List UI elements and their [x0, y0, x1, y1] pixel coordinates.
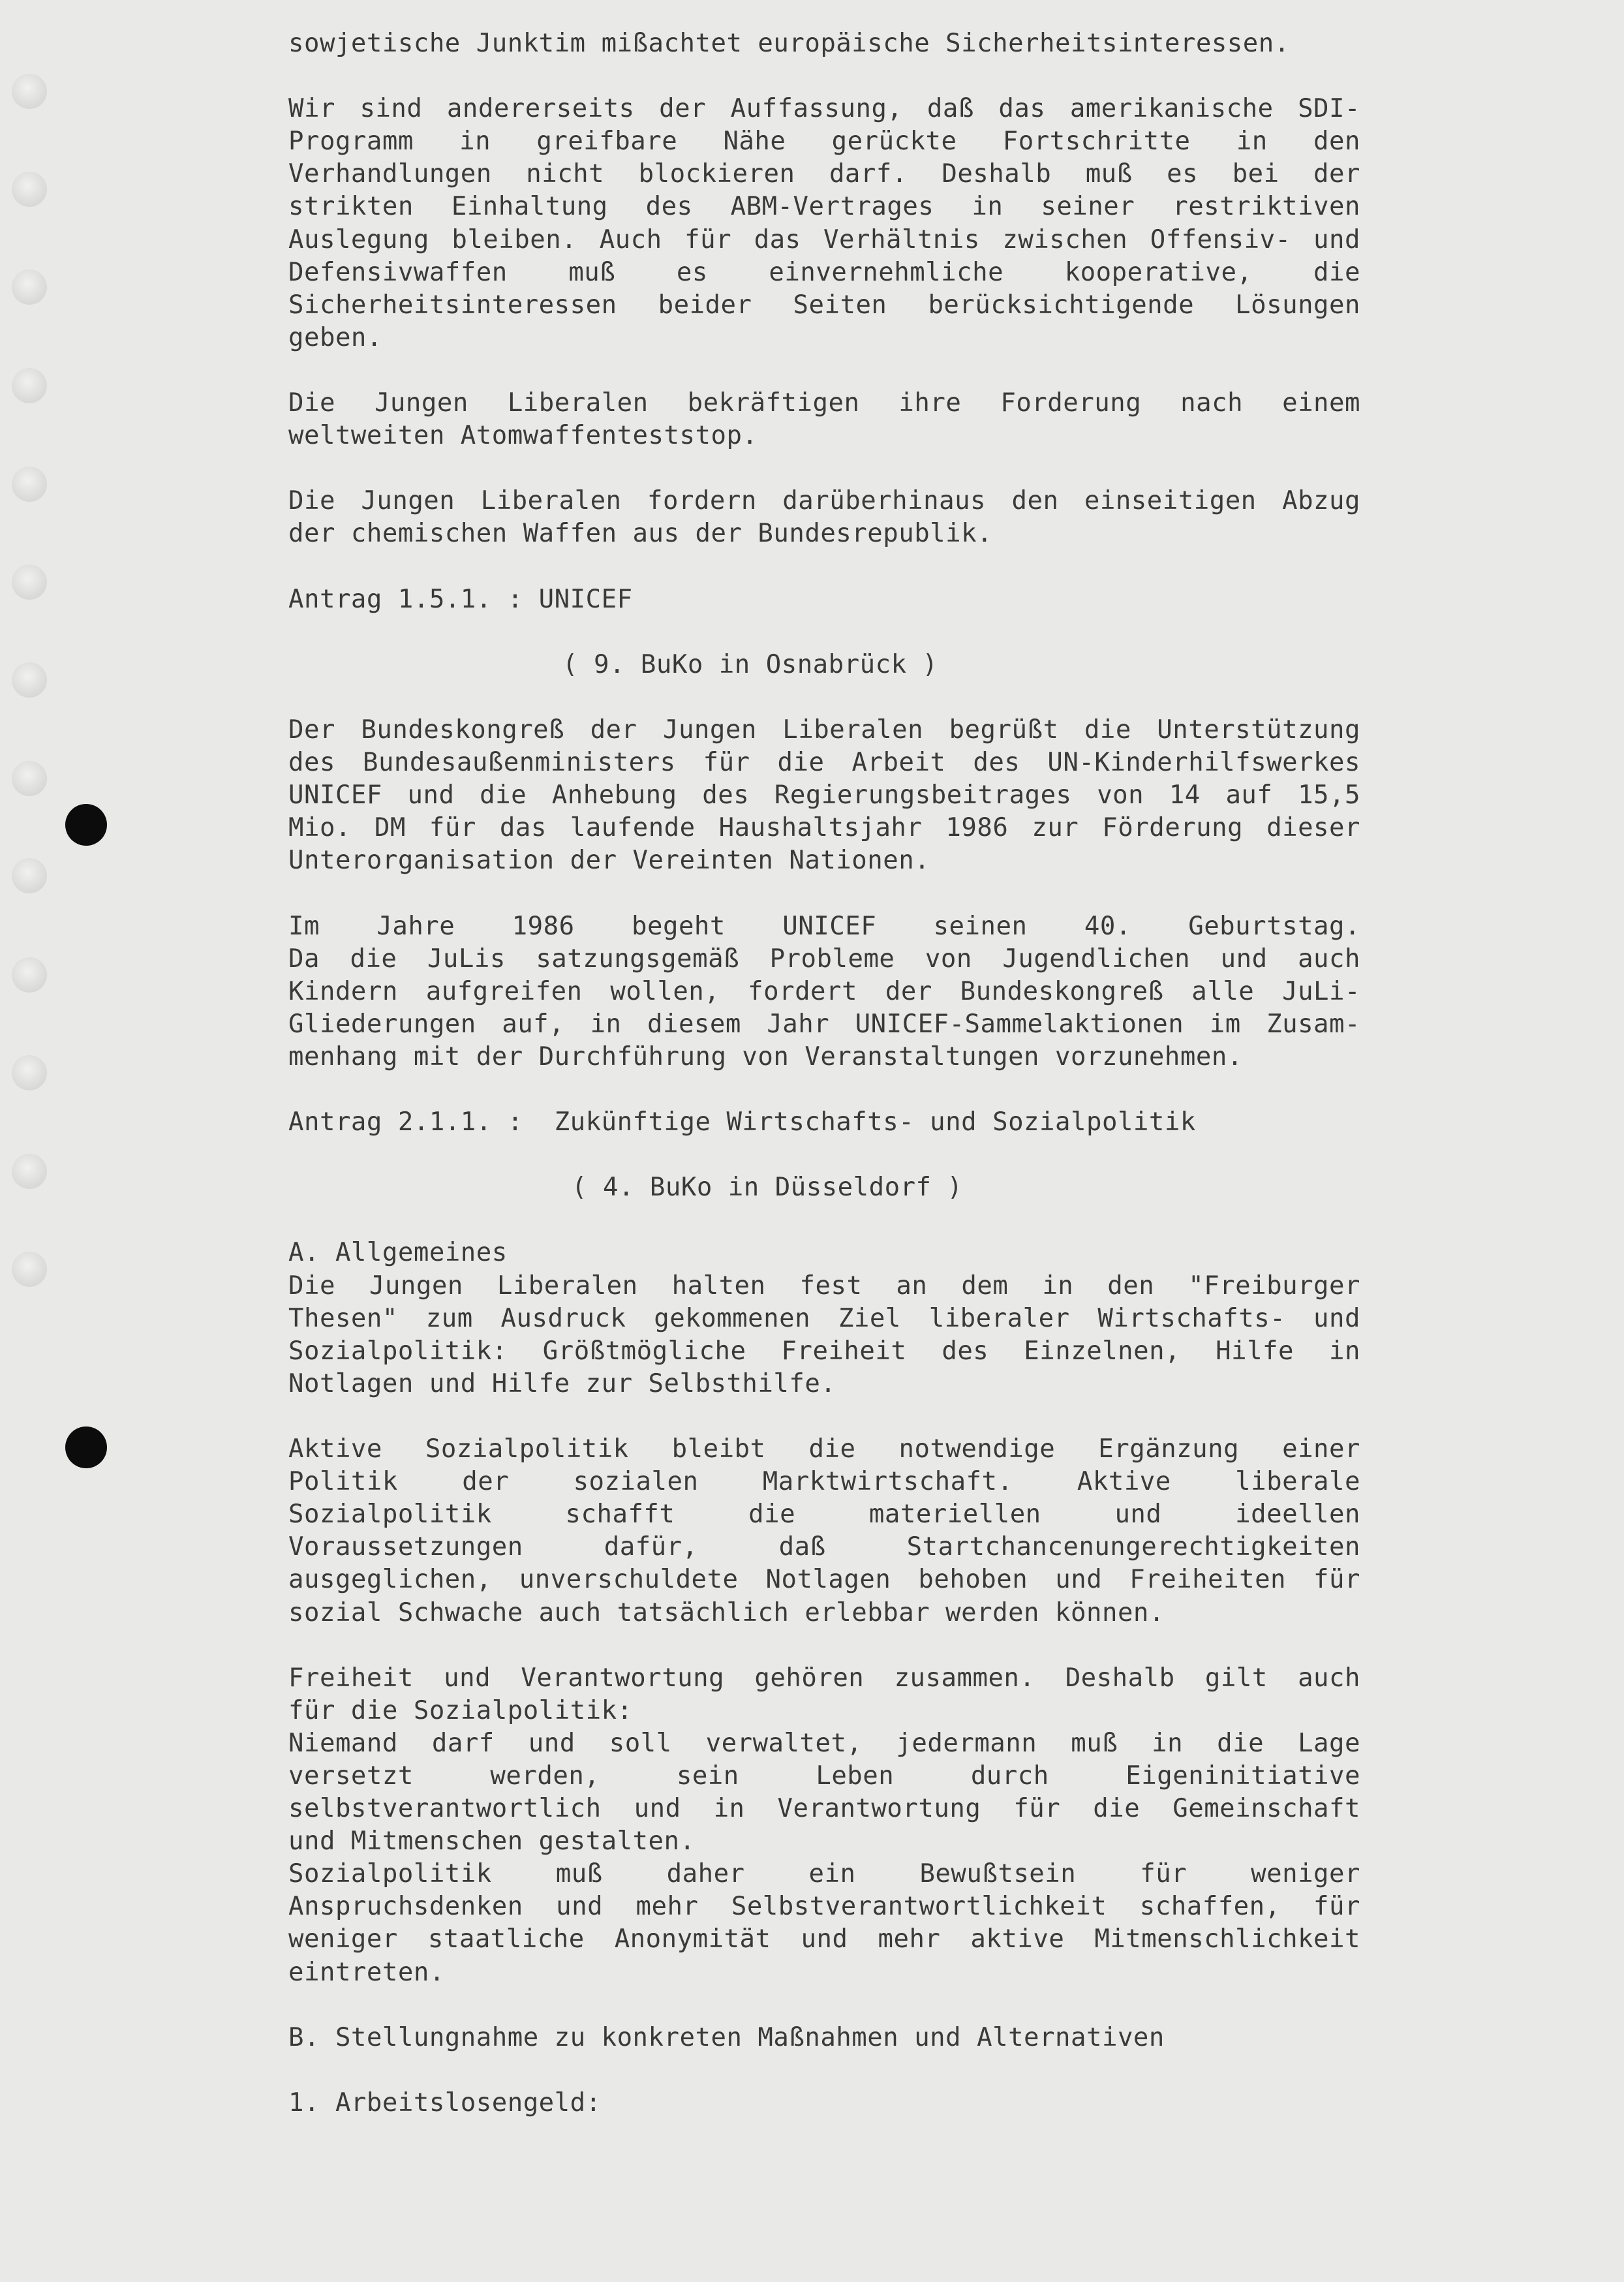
- text-line: Notlagen und Hilfe zur Selbsthilfe.: [288, 1368, 836, 1398]
- punch-hole: [12, 761, 47, 796]
- text-line: und Mitmenschen gestalten.: [288, 1827, 696, 1857]
- text-line: Im Jahre 1986 begeht UNICEF seinen 40. Geburtstag.: [288, 911, 1360, 941]
- punch-hole: [12, 858, 47, 893]
- text-line: weltweiten Atomwaffenteststop.: [288, 421, 758, 451]
- text-line: Sozialpolitik muß daher ein Bewußtsein für weniger: [288, 1859, 1360, 1889]
- text-line: Die Jungen Liberalen fordern darüberhinaus den einseitigen Abzug: [288, 486, 1360, 516]
- blank-line: [288, 551, 1360, 583]
- text-line: der chemischen Waffen aus der Bundesrepublik.: [288, 519, 993, 549]
- text-line: menhang mit der Durchführung von Veranstaltungen vorzunehmen.: [288, 1041, 1243, 1072]
- blank-line: [288, 616, 1360, 649]
- text-line: Programm in greifbare Nähe gerückte Fortschritte in den: [288, 127, 1360, 157]
- text-line: Voraussetzungen dafür, daß Startchancenungerechtigkeiten: [288, 1532, 1360, 1562]
- blank-line: [288, 452, 1360, 485]
- text-line: weniger staatliche Anonymität und mehr aktive Mitmenschlichkeit: [288, 1924, 1360, 1954]
- punch-hole: [12, 564, 47, 600]
- blank-line: [288, 1400, 1360, 1433]
- text-line: Sicherheitsinteressen beider Seiten berücksichtigende Lösungen: [288, 290, 1360, 320]
- blank-line: [288, 1629, 1360, 1662]
- binder-hole-mark: [65, 804, 107, 846]
- blank-line: [288, 1073, 1360, 1106]
- text-line: strikten Einhaltung des ABM-Vertrages in seiner restriktiven: [288, 192, 1360, 222]
- typewritten-page: [288, 27, 1360, 2120]
- text-line: geben.: [288, 322, 382, 352]
- section-heading: Antrag 1.5.1. : UNICEF: [288, 584, 633, 614]
- text-line: Da die JuLis satzungsgemäß Probleme von Jugendlichen und auch: [288, 944, 1360, 974]
- blank-line: [288, 681, 1360, 714]
- venue-line: ( 9. BuKo in Osnabrück ): [562, 649, 938, 679]
- text-line: UNICEF und die Anhebung des Regierungsbeitrages von 14 auf 15,5: [288, 780, 1360, 810]
- blank-line: [288, 354, 1360, 387]
- text-line: Thesen" zum Ausdruck gekommenen Ziel liberaler Wirtschafts- und: [288, 1303, 1360, 1333]
- section-heading: Antrag 2.1.1. : Zukünftige Wirtschafts- und Sozialpolitik: [288, 1107, 1196, 1137]
- venue-line: ( 4. BuKo in Düsseldorf ): [572, 1173, 963, 1203]
- text-line: Gliederungen auf, in diesem Jahr UNICEF-Sammelaktionen im Zusam-: [288, 1009, 1360, 1039]
- binder-hole-mark: [65, 1426, 107, 1468]
- punch-hole: [12, 1055, 47, 1090]
- blank-line: [288, 1204, 1360, 1237]
- text-line: Die Jungen Liberalen bekräftigen ihre Forderung nach einem: [288, 388, 1360, 418]
- text-line: Sozialpolitik schafft die materiellen und ideellen: [288, 1500, 1360, 1530]
- text-line: Verhandlungen nicht blockieren darf. Deshalb muß es bei der: [288, 159, 1360, 189]
- text-line: Die Jungen Liberalen halten fest an dem in den "Freiburger: [288, 1271, 1360, 1301]
- section-heading: B. Stellungnahme zu konkreten Maßnahmen und Alternativen: [288, 2022, 1165, 2052]
- text-line: Niemand darf und soll verwaltet, jedermann muß in die Lage: [288, 1728, 1360, 1758]
- text-line: eintreten.: [288, 1957, 445, 1987]
- punch-hole: [12, 172, 47, 207]
- text-line: sozial Schwache auch tatsächlich erlebbar werden können.: [288, 1597, 1165, 1627]
- punch-hole: [12, 662, 47, 698]
- punch-hole: [12, 74, 47, 109]
- text-line: des Bundesaußenministers für die Arbeit des UN-Kinderhilfswerkes: [288, 748, 1360, 778]
- text-line: Politik der sozialen Marktwirtschaft. Aktive liberale: [288, 1467, 1360, 1497]
- text-line: Anspruchsdenken und mehr Selbstverantwortlichkeit schaffen, für: [288, 1892, 1360, 1922]
- punch-hole: [12, 1154, 47, 1189]
- text-line: Unterorganisation der Vereinten Nationen.: [288, 846, 930, 876]
- text-line: Der Bundeskongreß der Jungen Liberalen begrüßt die Unterstützung: [288, 715, 1360, 745]
- text-line: Auslegung bleiben. Auch für das Verhältnis zwischen Offensiv- und: [288, 224, 1360, 254]
- blank-line: [288, 1139, 1360, 1171]
- text-line: für die Sozialpolitik:: [288, 1695, 633, 1725]
- text-line: selbstverantwortlich und in Verantwortung für die Gemeinschaft: [288, 1794, 1360, 1824]
- text-line: Defensivwaffen muß es einvernehmliche kooperative, die: [288, 257, 1360, 287]
- text-line: Sozialpolitik: Größtmögliche Freiheit des Einzelnen, Hilfe in: [288, 1336, 1360, 1366]
- section-heading: 1. Arbeitslosengeld:: [288, 2088, 602, 2118]
- text-line: Wir sind andererseits der Auffassung, daß das amerikanische SDI-: [288, 94, 1360, 124]
- blank-line: [288, 877, 1360, 910]
- blank-line: [288, 2054, 1360, 2087]
- section-heading: A. Allgemeines: [288, 1238, 508, 1268]
- text-line: versetzt werden, sein Leben durch Eigeninitiative: [288, 1761, 1360, 1791]
- punch-hole: [12, 467, 47, 502]
- punch-hole: [12, 270, 47, 305]
- text-line: Mio. DM für das laufende Haushaltsjahr 1986 zur Förderung dieser: [288, 813, 1360, 843]
- punch-hole: [12, 957, 47, 993]
- text-line: Freiheit und Verantwortung gehören zusammen. Deshalb gilt auch: [288, 1663, 1360, 1693]
- blank-line: [288, 1989, 1360, 2022]
- text-line: Aktive Sozialpolitik bleibt die notwendige Ergänzung einer: [288, 1434, 1360, 1464]
- text-line: Kindern aufgreifen wollen, fordert der Bundeskongreß alle JuLi-: [288, 976, 1360, 1006]
- punch-hole: [12, 1252, 47, 1287]
- blank-line: [288, 60, 1360, 93]
- text-line: sowjetische Junktim mißachtet europäische Sicherheitsinteressen.: [288, 29, 1290, 58]
- text-line: ausgeglichen, unverschuldete Notlagen behoben und Freiheiten für: [288, 1565, 1360, 1595]
- punch-hole: [12, 368, 47, 403]
